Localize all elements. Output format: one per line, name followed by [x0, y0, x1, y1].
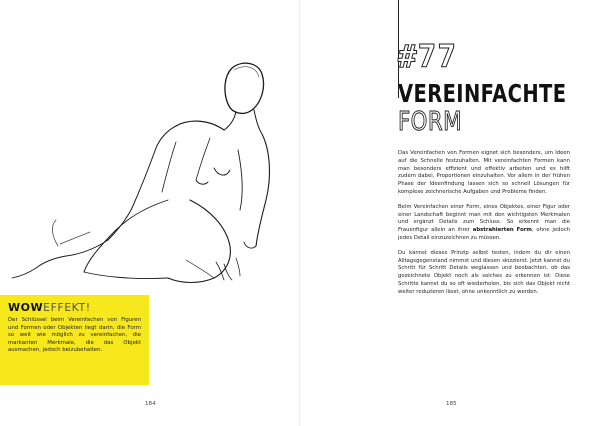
paragraph-2-bold-term: abstrahierten Form	[472, 227, 532, 234]
body-paragraph-1: Das Vereinfachen von Formen eignet sich besonders, um Ideen auf die Schnelle festzuhalten. Mit vereinfachten Formen kann man besonders effizient und effektiv arbeiten und es hilft zudem dabei, Proportionen einzuhalten. Vor allem in der frühen Phase der Ideenfindung lassen sich so schnell Lösungen für komplexe zeichnerische Aufgaben und Probleme finden.	[398, 150, 570, 195]
body-paragraph-3: Du kannst dieses Prinzip selbst testen, indem du dir einen Alltagsgegenstand nimmst und diesen skizzierst. Jetzt kannst du Schritt für Schritt Details weglassen und beobachten, ob das gezeichnete Objekt noch als solches zu erkennen ist. Diese Schritte kannst du so oft wiederholen, bis sich das Objekt nicht weiter reduzieren lässt, ohne unkenntlich zu werden.	[398, 249, 570, 295]
figure-sketch-illustration	[0, 50, 290, 300]
page-number-left: 184	[145, 401, 156, 407]
wow-heading-part-1: WOW	[8, 301, 44, 314]
chapter-number: #77	[398, 39, 457, 75]
paragraph-2-text-after: , ohne jedoch jedes Detail einzuzeichnen zu müssen.	[398, 227, 570, 241]
chapter-title-line-2: FORM	[398, 107, 462, 137]
page-number-right: 185	[446, 401, 457, 407]
body-paragraph-2	[398, 204, 570, 243]
paragraph-2-text-before: Beim Vereinfachen einer Form, eines Objektes, einer Figur oder einer Landschaft beginnt man mit den wichtigsten Merkmalen und ergänzt Details zum Schluss. So erkennt man die Frauenfigur allein an ihrer	[398, 203, 570, 234]
wow-effekt-box	[0, 295, 149, 385]
wow-heading-part-2: EFFEKT!	[43, 301, 91, 314]
body-text-column	[398, 150, 570, 304]
wow-effekt-heading	[8, 301, 141, 314]
wow-effekt-text: Der Schlüssel beim Vereinfachen von Figuren und Formen oder Objekten liegt darin, die Form so weit wie möglich zu vereinfachen, die markanten Merkmale, die das Objekt ausmachen, jedoch beizubehalten.	[8, 317, 141, 354]
chapter-title-line-1: VEREINFACHTE	[398, 79, 567, 108]
